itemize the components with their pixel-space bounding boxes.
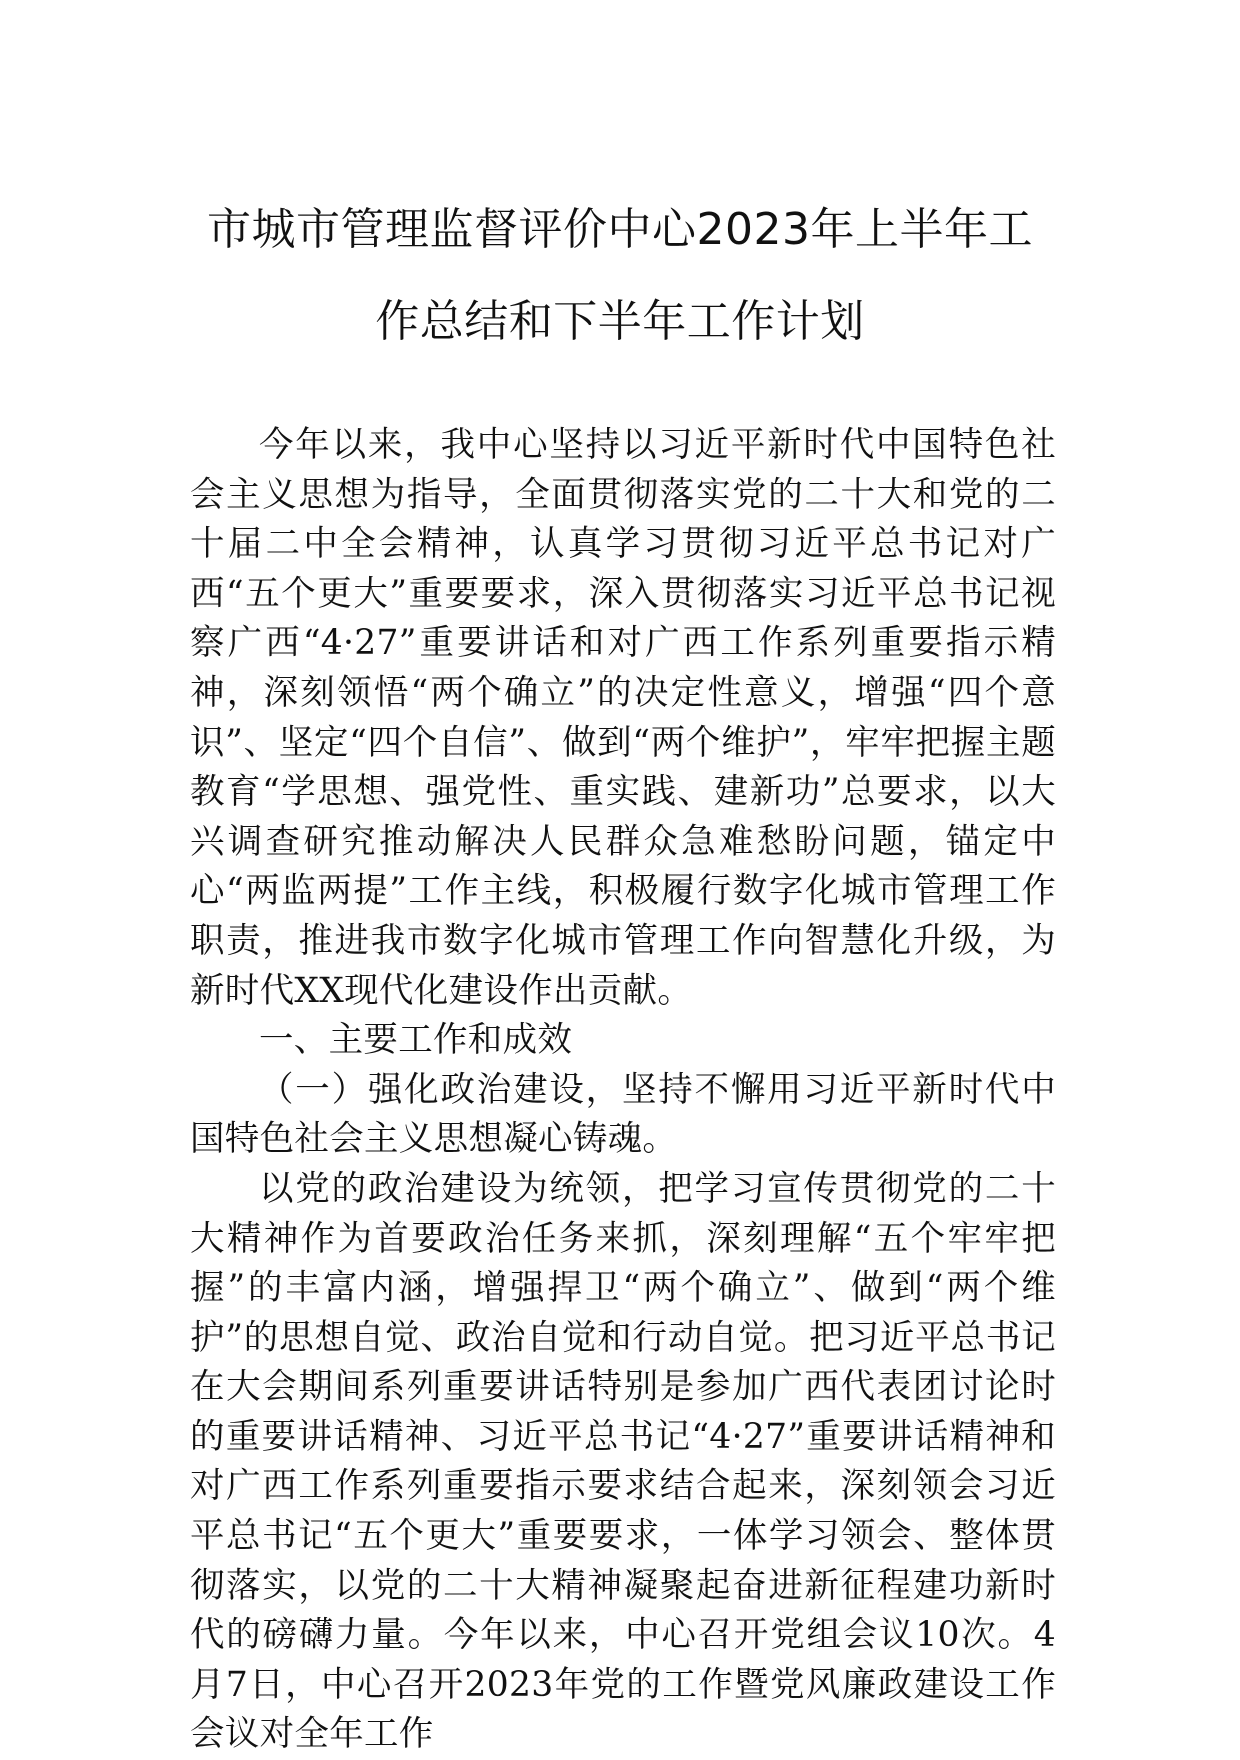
document-title-line-2: 作总结和下半年工作计划 (375, 296, 865, 347)
body-paragraph-political-building: 以党的政治建设为统领，把学习宣传贯彻党的二十大精神作为首要政治任务来抓，深刻理解“五个牢牢把握”的丰富内涵，增强捍卫“两个确立”、做到“两个维护”的思想自觉、政治自觉和行动自觉。把习近平总书记在大会期间系列重要讲话特别是参加广西代表团讨论时的重要讲话精神、习近平总书记“4·27”重要讲话精神和对广西工作系列重要指示要求结合起来，深刻领会习近平总书记“五个更大”重要要求，一体学习领会、整体贯彻落实，以党的二十大精神凝聚起奋进新征程建功新时代的磅礴力量。今年以来，中心召开党组会议10次。4月7日，中心召开2023年党的工作暨党风廉政建设工作会议对全年工作 (190, 1168, 1056, 1755)
section-heading-main-work: 一、主要工作和成效 (259, 1020, 573, 1061)
intro-paragraph: 今年以来，我中心坚持以习近平新时代中国特色社会主义思想为指导，全面贯彻落实党的二十大和党的二十届二中全会精神，认真学习贯彻习近平总书记对广西“五个更大”重要要求，深入贯彻落实习近平总书记视察广西“4·27”重要讲话和对广西工作系列重要指示精神，深刻领悟“两个确立”的决定性意义，增强“四个意识”、坚定“四个自信”、做到“两个维护”，牢牢把握主题教育“学思想、强党性、重实践、建新功”总要求，以大兴调查研究推动解决人民群众急难愁盼问题，锚定中心“两监两提”工作主线，积极履行数字化城市管理工作职责，推进我市数字化城市管理工作向智慧化升级，为新时代XX现代化建设作出贡献。 (190, 425, 1056, 1011)
document-title-line-1: 市城市管理监督评价中心2023年上半年工 (207, 204, 1033, 255)
document-body (190, 421, 1056, 1760)
subsection-heading-political-building: （一）强化政治建设，坚持不懈用习近平新时代中国特色社会主义思想凝心铸魂。 (190, 1069, 1056, 1160)
document-title (190, 184, 1050, 368)
